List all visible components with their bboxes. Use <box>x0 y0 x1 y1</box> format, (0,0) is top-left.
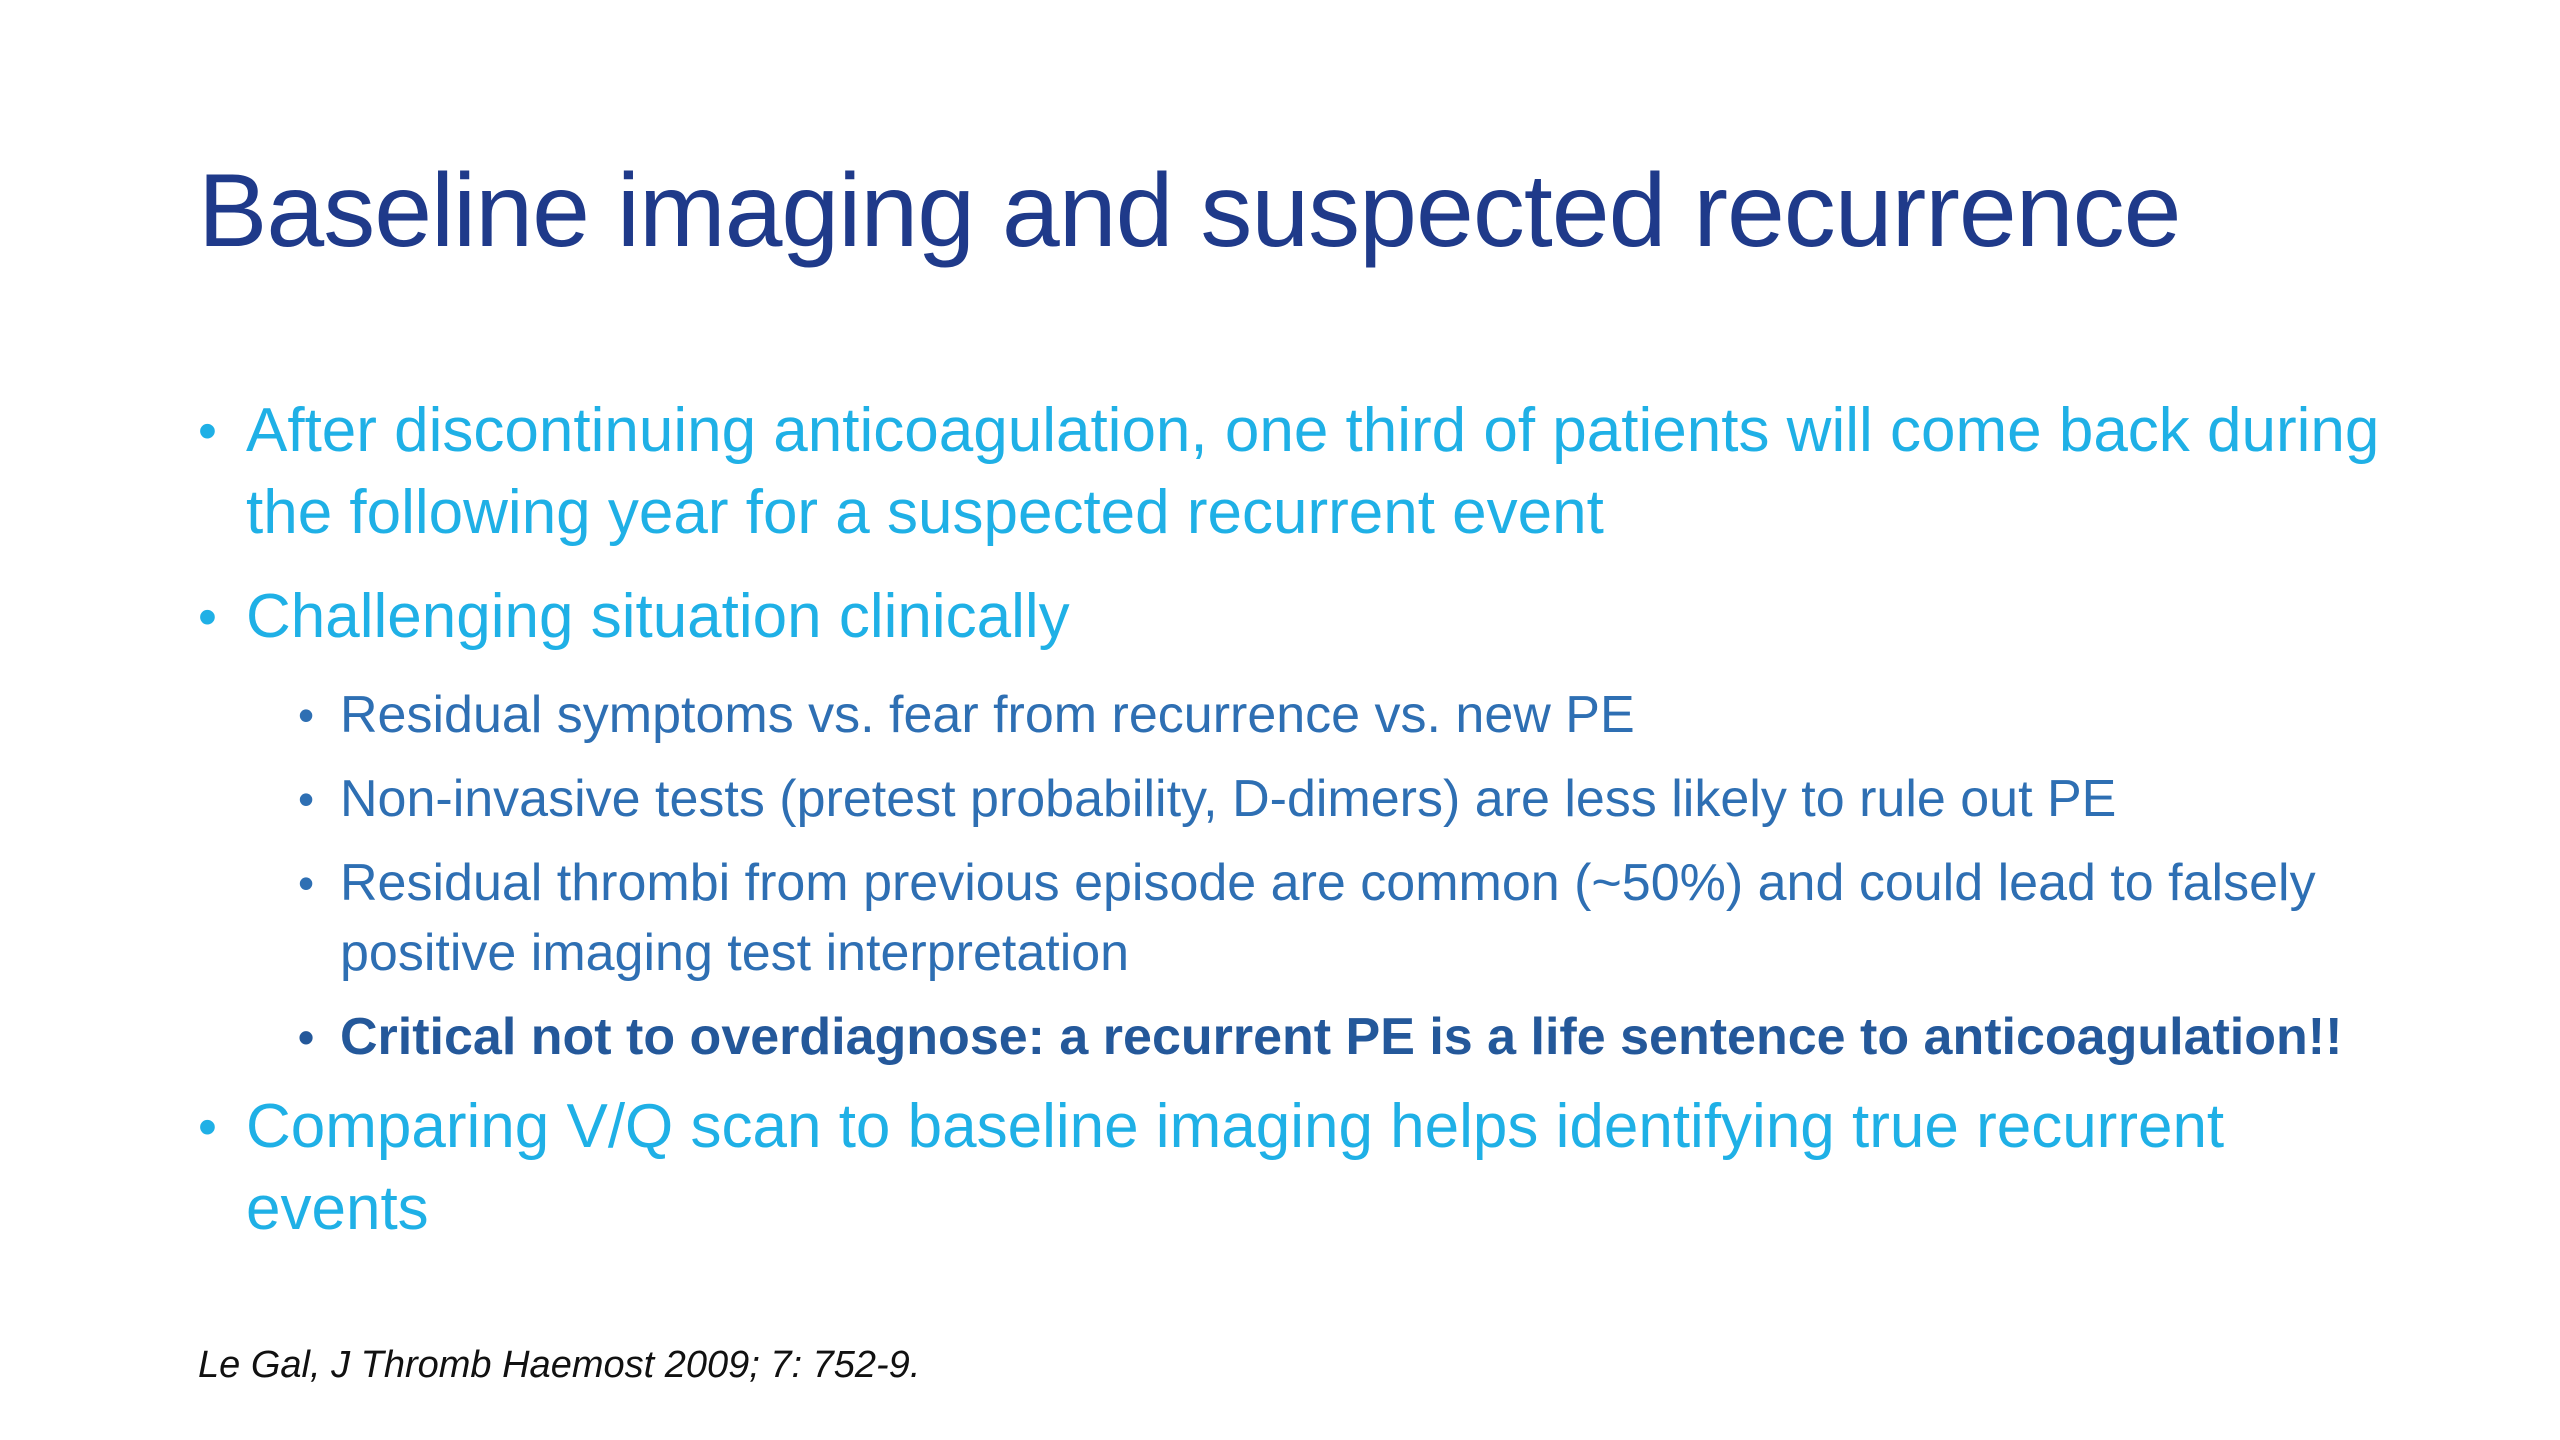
sub-bullet-text: Non-invasive tests (pretest probability, D-dimers) are less likely to rule out PE <box>340 770 2117 828</box>
sub-bullet-residual-thrombi <box>298 848 2398 988</box>
slide-title: Baseline imaging and suspected recurrence <box>198 153 2181 269</box>
bullet-comparing-vq <box>198 1086 2398 1250</box>
bullet-discontinuing <box>198 390 2398 554</box>
sub-bullet-critical <box>298 1002 2398 1072</box>
bullet-text: Challenging situation clinically <box>246 582 1070 651</box>
sub-bullet-text: Residual symptoms vs. fear from recurrence vs. new PE <box>340 686 1635 744</box>
slide-body <box>198 390 2398 1272</box>
sub-bullet-dot-icon: • <box>298 857 315 909</box>
bullet-dot-icon: • <box>198 1097 217 1157</box>
sub-bullet-dot-icon: • <box>298 773 315 825</box>
bullet-challenging <box>198 576 2398 658</box>
sub-bullet-dot-icon: • <box>298 689 315 741</box>
bullet-text: Comparing V/Q scan to baseline imaging helps identifying true recurrent events <box>246 1092 2225 1243</box>
sub-bullet-residual-symptoms <box>298 680 2398 750</box>
bullet-dot-icon: • <box>198 587 217 647</box>
sub-bullet-text: Residual thrombi from previous episode are common (~50%) and could lead to falsely positive imaging test interpretation <box>340 854 2316 982</box>
citation-reference: Le Gal, J Thromb Haemost 2009; 7: 752-9. <box>198 1344 921 1386</box>
sub-bullet-non-invasive-tests <box>298 764 2398 834</box>
sub-bullet-list <box>198 680 2398 1072</box>
bullet-dot-icon: • <box>198 401 217 461</box>
sub-bullet-text: Critical not to overdiagnose: a recurrent PE is a life sentence to anticoagulation!! <box>340 1008 2343 1066</box>
sub-bullet-dot-icon: • <box>298 1011 315 1063</box>
bullet-text: After discontinuing anticoagulation, one third of patients will come back during the following year for a suspected recurrent event <box>246 396 2380 547</box>
